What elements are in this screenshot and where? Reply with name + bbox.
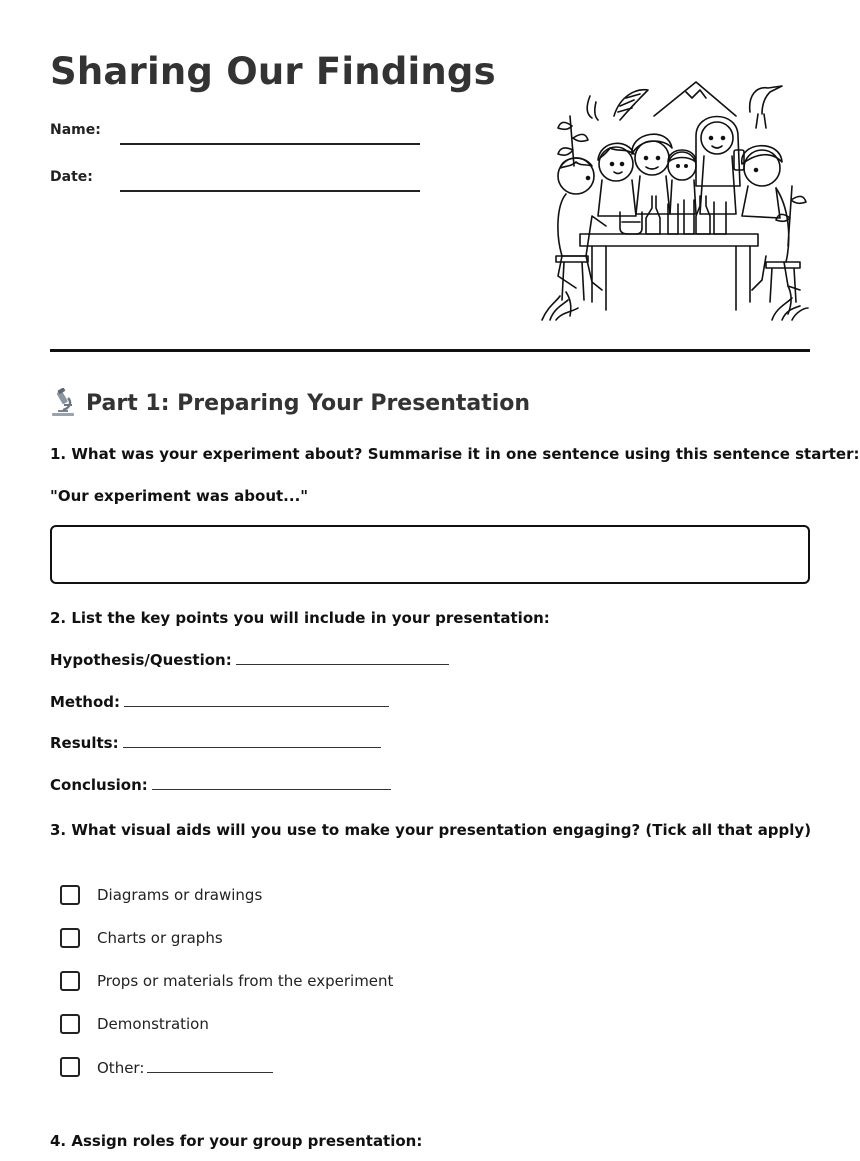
key-point-method [50, 692, 389, 711]
option-label: Other: [97, 1058, 145, 1077]
question-1: 1. What was your experiment about? Summarise it in one sentence using this sentence starter: [50, 445, 860, 463]
option-charts [60, 928, 223, 948]
date-field[interactable] [120, 190, 420, 192]
section-divider [50, 349, 810, 352]
page-title: Sharing Our Findings [50, 50, 496, 93]
results-blank[interactable] [123, 733, 381, 748]
other-blank[interactable] [147, 1058, 273, 1073]
option-other [60, 1057, 273, 1077]
method-blank[interactable] [124, 692, 389, 707]
option-other-label [97, 1058, 273, 1077]
charts-checkbox[interactable] [60, 928, 80, 948]
q1-answer-box[interactable] [50, 525, 810, 584]
hypothesis-blank[interactable] [236, 650, 449, 665]
demonstration-checkbox[interactable] [60, 1014, 80, 1034]
question-2: 2. List the key points you will include in your presentation: [50, 609, 550, 627]
key-point-hypothesis [50, 650, 449, 669]
props-checkbox[interactable] [60, 971, 80, 991]
key-point-label: Hypothesis/Question: [50, 651, 232, 669]
key-point-label: Results: [50, 734, 119, 752]
part1-title: Part 1: Preparing Your Presentation [86, 390, 531, 416]
option-props [60, 971, 393, 991]
key-point-results [50, 733, 381, 752]
part1-heading [50, 388, 530, 418]
key-point-label: Conclusion: [50, 776, 148, 794]
name-label: Name: [50, 122, 101, 138]
date-label: Date: [50, 169, 93, 185]
children-experiment-illustration [536, 76, 812, 326]
option-demonstration [60, 1014, 209, 1034]
option-label: Demonstration [97, 1015, 209, 1033]
question-4: 4. Assign roles for your group presentation: [50, 1132, 423, 1150]
microscope-icon [50, 388, 76, 418]
sentence-starter: "Our experiment was about..." [50, 487, 309, 505]
diagrams-checkbox[interactable] [60, 885, 80, 905]
option-label: Props or materials from the experiment [97, 972, 394, 990]
key-point-label: Method: [50, 693, 120, 711]
question-3: 3. What visual aids will you use to make your presentation engaging? (Tick all that apply) [50, 821, 812, 839]
option-label: Diagrams or drawings [97, 886, 263, 904]
option-label: Charts or graphs [97, 929, 223, 947]
name-field[interactable] [120, 143, 420, 145]
key-point-conclusion [50, 775, 391, 794]
conclusion-blank[interactable] [152, 775, 391, 790]
other-checkbox[interactable] [60, 1057, 80, 1077]
option-diagrams [60, 885, 262, 905]
